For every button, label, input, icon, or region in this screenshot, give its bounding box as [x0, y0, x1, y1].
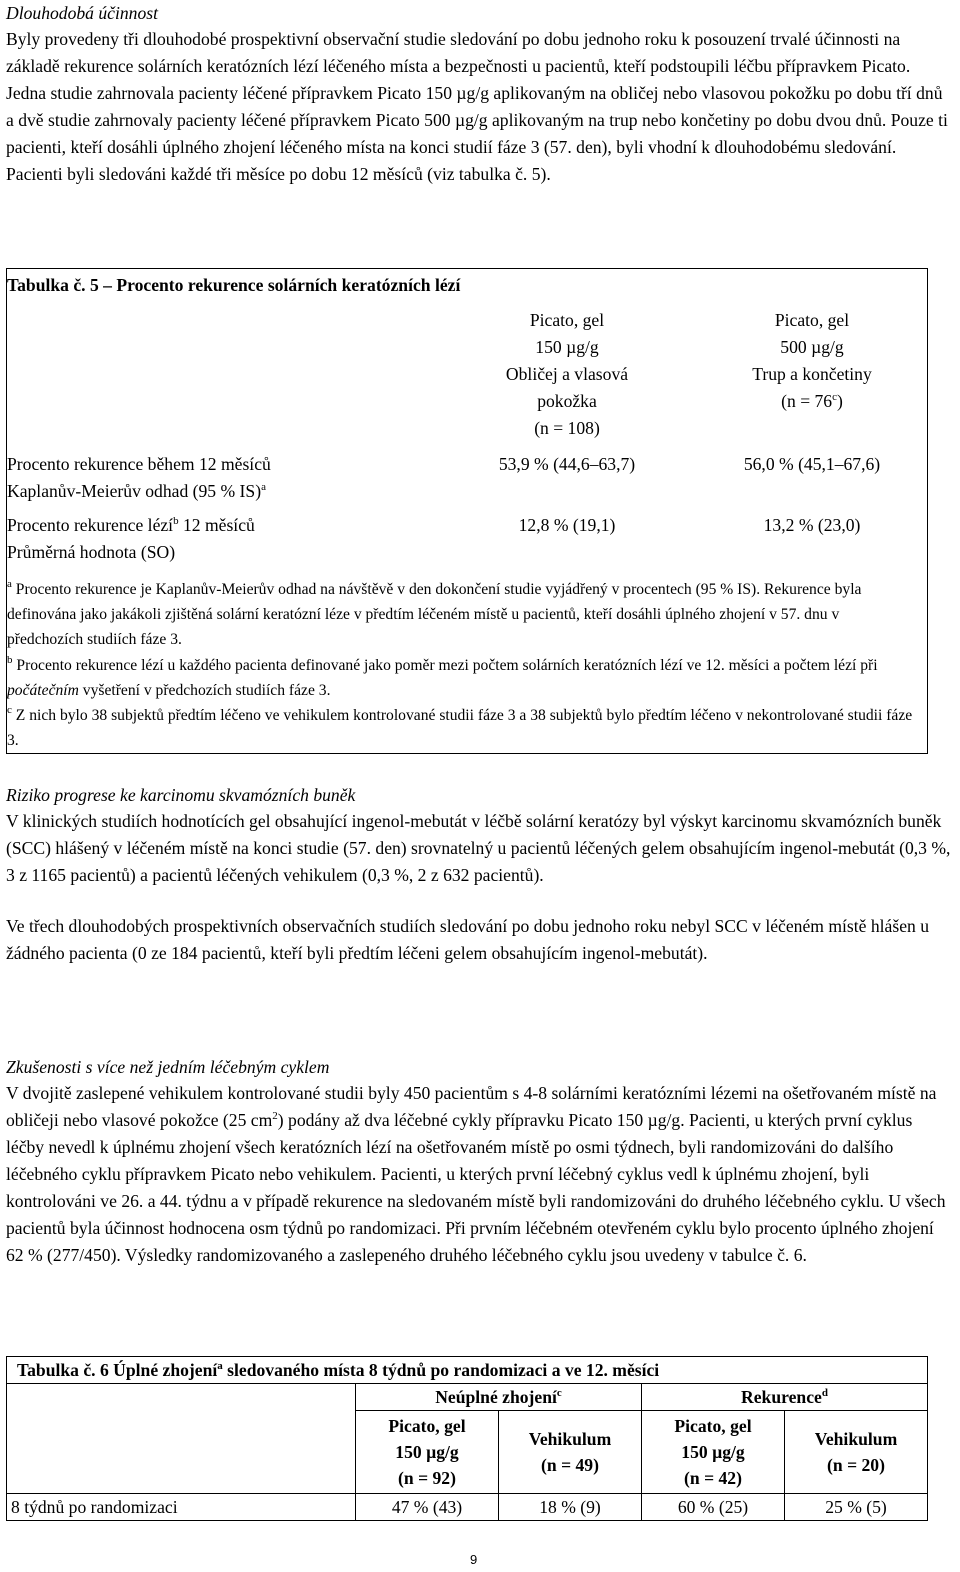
footnote-b: $^b$ Procento rekurence lézí u každého pacienta definované jako poměr mezi počtem solárních keratózních lézí ve 12. měsíci a počtem lézí při počátečním vyšetření v předchozích studiích fáze 3. — [7, 653, 878, 699]
table-cell: 56,0 % (45,1–67,6) — [743, 454, 881, 474]
table-group-header: Rekurence$^d$ — [642, 1384, 928, 1411]
table-group-header: Neúplné zhojení$^c$ — [356, 1384, 642, 1411]
table-row: Procento rekurence během 12 měsíců Kaplanův-Meierův odhad (95 % IS)$^a$ — [7, 454, 271, 501]
table-title: Tabulka č. 6 Úplné zhojení$^a$ sledovaného místa 8 týdnů po randomizaci a ve 12. měsíci — [7, 1357, 928, 1384]
section-scc-risk — [6, 782, 954, 967]
table-column-header: Picato, gel 150 µg/g (n = 42) — [642, 1411, 785, 1494]
table-column-header: Vehikulum (n = 49) — [499, 1411, 642, 1494]
footnote-c: $^c$ Z nich bylo 38 subjektů předtím léčeno ve vehikulem kontrolované studii fáze 3 a 38 subjektů bylo předtím léčeno v nekontrolované studii fáze 3. — [7, 704, 913, 750]
table-footnotes — [7, 577, 917, 753]
section-heading: Zkušenosti s více než jedním léčebným cyklem — [6, 1057, 330, 1077]
table-title: Tabulka č. 5 – Procento rekurence solárních keratózních lézí — [7, 275, 461, 295]
table-column-header: Vehikulum (n = 20) — [785, 1411, 928, 1494]
table-title-row — [7, 1357, 928, 1384]
table-column-header-face: Picato, gel 150 µg/g Obličej a vlasová pokožka (n = 108) — [505, 310, 629, 438]
section-heading: Dlouhodobá účinnost — [6, 3, 158, 23]
table-cell: 18 % (9) — [499, 1494, 642, 1521]
footnote-a: $^a$ Procento rekurence je Kaplanův-Meierův odhad na návštěvě v den dokončení studie vyjádřený v procentech (95 % IS). Rekurence byla definována jako jakákoli zjištěná solární keratózní léze v předtím léčeném místě u pacientů, kteří dosáhli úplného zhojení v 57. dnu v předchozích studiích fáze 3. — [7, 578, 862, 649]
section-paragraph: Byly provedeny tři dlouhodobé prospektivní observační studie sledování po dobu jednoho roku k posouzení trvalé účinnosti na základě rekurence solárních keratózních lézí léčeného místa a bezpečnosti u pacientů, kteří podstoupili léčbu přípravkem Picato. Jedna studie zahrnovala pacienty léčené přípravkem Picato 150 µg/g aplikovaným na obličej nebo vlasovou pokožku po dobu tří dnů a dvě studie zahrnovaly pacienty léčené přípravkem Picato 500 µg/g aplikovaným na trup nebo končetiny po dobu dvou dnů. Pouze ti pacienti, kteří dosáhli úplného zhojení léčeného místa na konci studií fáze 3 (57. den), byli vhodní k dlouhodobému sledování. Pacienti byli sledováni každé tři měsíce po dobu 12 měsíců (viz tabulka č. 5). — [6, 29, 948, 184]
section-multiple-cycles — [6, 1054, 954, 1269]
table-row — [7, 1494, 928, 1521]
table-cell: 12,8 % (19,1) — [518, 515, 616, 535]
table-row: Procento rekurence lézí$^b$ 12 měsíců Průměrná hodnota (SO) — [7, 515, 255, 562]
table-column-header-trunk: Picato, gel 500 µg/g Trup a končetiny $(n = 76^c)$ — [752, 310, 872, 411]
table-cell: 53,9 % (44,6–63,7) — [498, 454, 636, 474]
section-heading: Riziko progrese ke karcinomu skvamózních buněk — [6, 785, 356, 805]
table-6 — [6, 1356, 928, 1521]
table-cell: 13,2 % (23,0) — [763, 515, 861, 535]
table-cell: 25 % (5) — [785, 1494, 928, 1521]
section-long-term-efficacy — [6, 0, 954, 188]
page-number: 9 — [470, 1552, 478, 1567]
table-group-header-row — [7, 1384, 928, 1411]
section-paragraph: V dvojitě zaslepené vehikulem kontrolované studii byly 450 pacientům s 4-8 solárními keratózními lézemi na ošetřovaném místě na obličeji nebo vlasové pokožce (25 $cm^2$) podány až dva léčebné cykly přípravku Picato 150 µg/g. Pacienti, u kterých první cyklus léčby nevedl k úplnému zhojení všech keratózních lézí na ošetřovaném místě po osmi týdnech, byli randomizováni do dalšího léčebného cyklu přípravkem Picato nebo vehikulem. Pacienti, u kterých první léčebný cyklus vedl k úplnému zhojení, byli kontrolováni ve 26. a 44. týdnu a v případě rekurence na sledovaném místě byli randomizováni do druhého léčebného cyklu. U všech pacientů byla účinnost hodnocena osm týdnů po randomizaci. Při prvním léčebném otevřeném cyklu bylo procento úplného zhojení 62 % (277/450). Výsledky randomizovaného a zaslepeného druhého léčebného cyklu jsou uvedeny v tabulce č. 6. — [6, 1083, 946, 1265]
section-paragraph: Ve třech dlouhodobých prospektivních observačních studiích sledování po dobu jednoho roku nebyl SCC v léčeném místě hlášen u žádného pacienta (0 ze 184 pacientů, kteří byli předtím léčeni gelem obsahujícím ingenol-mebutát). — [6, 916, 930, 963]
table-cell: 60 % (25) — [642, 1494, 785, 1521]
table-row-label: 8 týdnů po randomizaci — [7, 1494, 356, 1521]
table-column-header: Picato, gel 150 µg/g (n = 92) — [356, 1411, 499, 1494]
table-5 — [6, 268, 928, 754]
table-cell: 47 % (43) — [356, 1494, 499, 1521]
section-paragraph: V klinických studiích hodnotících gel obsahující ingenol-mebutát v léčbě solární keratózy byl výskyt karcinomu skvamózních buněk (SCC) hlášený v léčeném místě na konci studie (57. den) srovnatelný u pacientů léčených gelem obsahujícím ingenol-mebutát (0,3 %, 3 z 1165 pacientů) a pacientů léčených vehikulem (0,3 %, 2 z 632 pacientů). — [6, 811, 951, 885]
